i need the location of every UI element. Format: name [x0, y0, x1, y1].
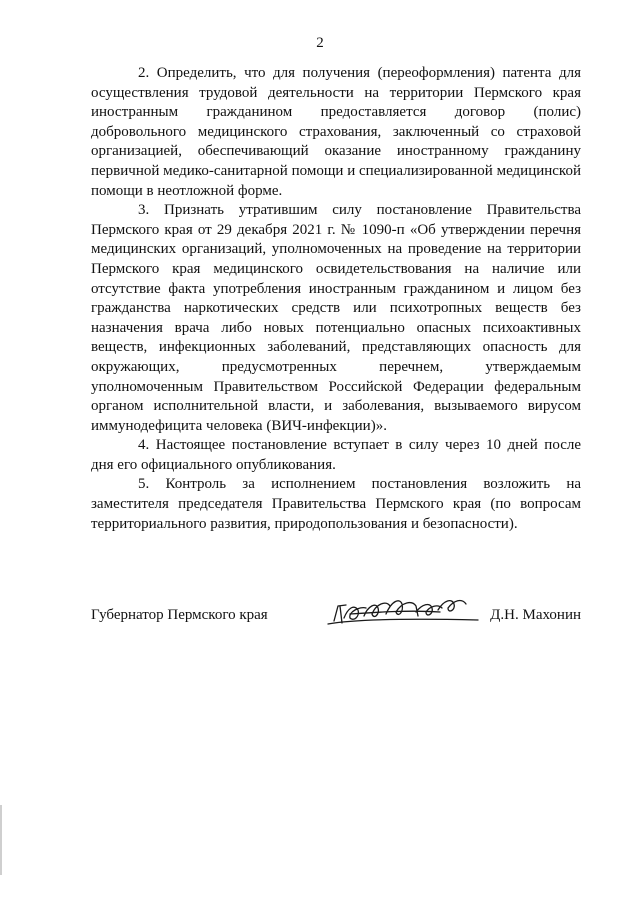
paragraph-4: 4. Настоящее постановление вступает в силу через 10 дней после дня его официального опубликования.	[91, 437, 581, 473]
page-number: 2	[316, 35, 324, 51]
signature-block	[91, 594, 581, 634]
signatory-name: Д.Н. Махонин	[490, 607, 581, 623]
handwritten-signature	[320, 594, 480, 630]
scan-edge-mark	[0, 805, 2, 875]
paragraph-2: 2. Определить, что для получения (переоформления) патента для осуществления трудовой деятельности на территории Пермского края иностранным гражданином предоставляется договор (полис) добровольного медицинского страхования, заключенный со страховой организацией, обеспечивающий оказание иностранному гражданину первичной медико-санитарной помощи и специализированной медицинской помощи в неотложной форме.	[91, 65, 581, 199]
paragraph-5: 5. Контроль за исполнением постановления возложить на заместителя председателя Правительства Пермского края (по вопросам территориального развития, природопользования и безопасности).	[91, 476, 581, 532]
paragraph-3: 3. Признать утратившим силу постановление Правительства Пермского края от 29 декабря 2021 г. № 1090-п «Об утверждении перечня медицинских организаций, уполномоченных на проведение на территории Пермского края медицинского освидетельствования на наличие или отсутствие факта употребления иностранным гражданином и лицом без гражданства наркотических средств или психотропных веществ без назначения врача либо новых потенциально опасных психоактивных веществ, инфекционных заболеваний, представляющих опасность для окружающих, предусмотренных перечнем, утверждаемым уполномоченным Правительством Российской Федерации федеральным органом исполнительной власти, и заболевания, вызываемого вирусом иммунодефицита человека (ВИЧ-инфекции)».	[91, 202, 581, 434]
signatory-position: Губернатор Пермского края	[91, 607, 268, 623]
document-body	[91, 64, 581, 534]
